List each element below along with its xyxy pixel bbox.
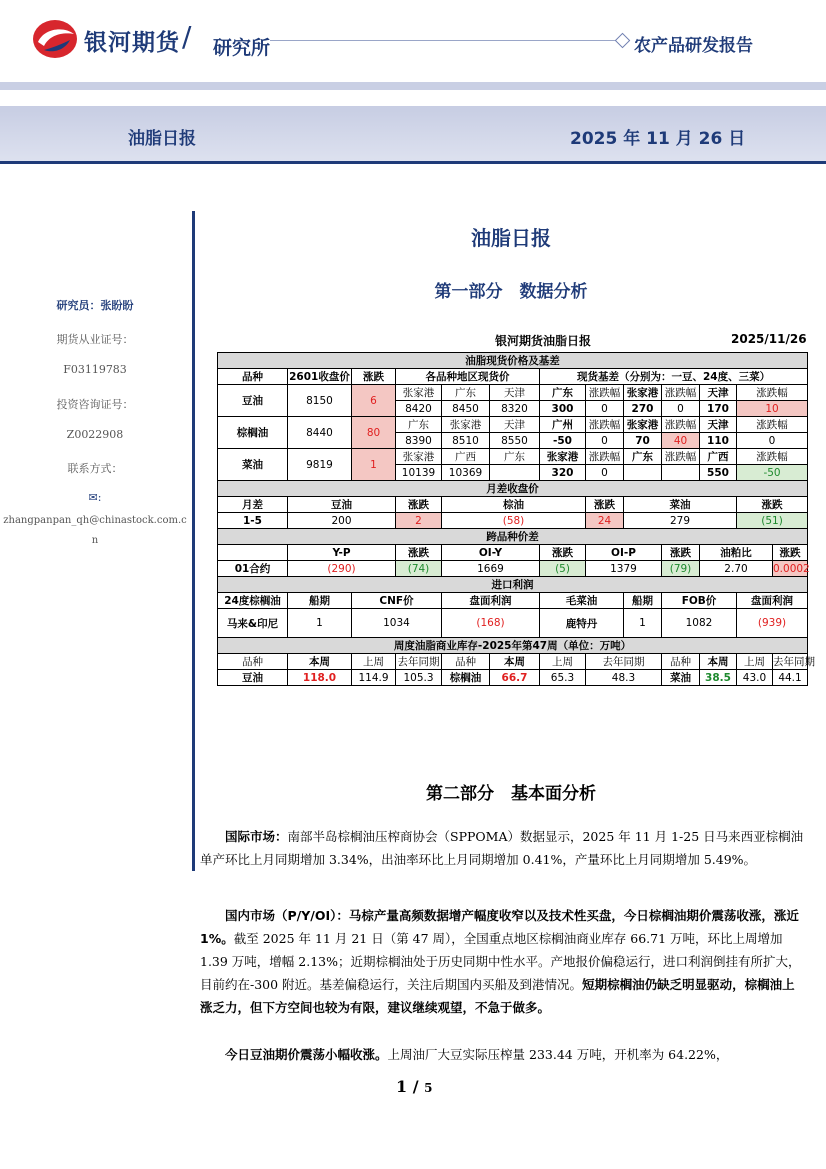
region: 广东 (442, 385, 490, 401)
col-header: 盘面利润 (442, 593, 540, 609)
region: 天津 (490, 417, 540, 433)
header-band (0, 82, 826, 90)
basis-label: 涨跌幅 (586, 449, 624, 465)
basis-value (624, 465, 662, 481)
basis-label: 涨跌幅 (737, 417, 808, 433)
cell: 114.9 (352, 670, 396, 686)
spot-price: 8320 (490, 401, 540, 417)
basis-change: 10 (737, 401, 808, 417)
col-header: 月差 (218, 497, 288, 513)
spot-price: 10369 (442, 465, 490, 481)
brand-name: 银河期货 (84, 30, 180, 56)
row-label: 豆油 (218, 670, 288, 686)
row-label: 01合约 (218, 561, 288, 577)
col-header: 本周 (490, 654, 540, 670)
paragraph-soyoil: 今日豆油期价震荡小幅收涨。上周油厂大豆实际压榨量 233.44 万吨，开机率为 64.22%， (225, 1047, 729, 1062)
region: 张家港 (396, 385, 442, 401)
researcher-name: 研究员：张盼盼 (56, 299, 134, 312)
cell: 1379 (586, 561, 662, 577)
email-row: ✉: (88, 491, 102, 504)
col-header: 品种 (218, 369, 288, 385)
envelope-icon: ✉ (88, 491, 98, 504)
email-address-cont[interactable]: n (91, 535, 99, 546)
basis-value: 70 (624, 433, 662, 449)
col-header: 各品种地区现货价 (396, 369, 540, 385)
oil-data-table (217, 352, 815, 686)
basis-change: 0 (586, 465, 624, 481)
col-header: 油粕比 (700, 545, 773, 561)
cell: 24 (586, 513, 624, 529)
row-label: 棕榈油 (442, 670, 490, 686)
cell: 66.7 (490, 670, 540, 686)
col-header: OI-Y (442, 545, 540, 561)
variety-name: 棕榈油 (218, 417, 288, 449)
col-header: 现货基差（分别为：一豆、24度、三菜） (540, 369, 808, 385)
col-header: 上周 (737, 654, 773, 670)
col-header: CNF价 (352, 593, 442, 609)
col-header: 本周 (700, 654, 737, 670)
cell: 38.5 (700, 670, 737, 686)
basis-label: 涨跌幅 (737, 385, 808, 401)
section-cross-title: 跨品种价差 (218, 529, 808, 545)
cell: (5) (540, 561, 586, 577)
col-header: 菜油 (624, 497, 737, 513)
col-header: 品种 (218, 654, 288, 670)
region: 张家港 (442, 417, 490, 433)
spot-price: 8390 (396, 433, 442, 449)
basis-change (662, 465, 700, 481)
basis-change: 0 (586, 433, 624, 449)
basis-value: 270 (624, 401, 662, 417)
basis-region: 广东 (624, 449, 662, 465)
region: 广西 (442, 449, 490, 465)
cell: (939) (737, 609, 808, 638)
basis-region: 广西 (700, 449, 737, 465)
col-header: 2601收盘价 (288, 369, 352, 385)
col-header: Y-P (288, 545, 396, 561)
part1-heading: 第一部分 数据分析 (434, 282, 588, 302)
col-header: 去年同期 (773, 654, 808, 670)
col-header: 涨跌 (540, 545, 586, 561)
section-import-title: 进口利润 (218, 577, 808, 593)
cell: 2.70 (700, 561, 773, 577)
col-header: 品种 (662, 654, 700, 670)
cell: 1082 (662, 609, 737, 638)
table-date: 2025/11/26 (731, 332, 807, 346)
cell: 1 (624, 609, 662, 638)
cell: (79) (662, 561, 700, 577)
page-number: 1 / 5 (396, 1077, 433, 1096)
institute-name: 研究所 (213, 37, 271, 59)
basis-region: 广州 (540, 417, 586, 433)
price-change: 80 (352, 417, 396, 449)
paragraph-domestic: 国内市场（P/Y/OI）：马棕产量高频数据增产幅度收窄以及技术性买盘，今日棕榈油期价震荡收涨，涨近 1%。截至 2025 年 11 月 21 日（第 47 周），全国重点地区棕榈油商业库存 66.71 万吨，环比上周增加 1.39 万吨，增幅 2.13%；近期棕榈油处于历史同期中性水平。产地报价偏稳运行，进口利润倒挂有所扩大，目前约在-300 附近。基差偏稳运行，关注后期国内买船及到港情况。短期棕榈油仍缺乏明显驱动，棕榈油上涨乏力，但下方空间也较为有限，建议继续观望，不急于做多。 (200, 908, 801, 1015)
section-spot-title: 油脂现货价格及基差 (218, 353, 808, 369)
cell: 2 (396, 513, 442, 529)
cell: 48.3 (586, 670, 662, 686)
cell: (58) (442, 513, 586, 529)
col-header: 毛菜油 (540, 593, 624, 609)
table-title: 银河期货油脂日报 (495, 334, 592, 348)
part2-heading: 第二部分 基本面分析 (426, 784, 596, 804)
cell: 44.1 (773, 670, 808, 686)
cell: 279 (624, 513, 737, 529)
row-label: 菜油 (662, 670, 700, 686)
cell: 1 (288, 609, 352, 638)
close-price: 8440 (288, 417, 352, 449)
email-address[interactable]: zhangpanpan_qh@chinastock.com.c (3, 515, 187, 526)
basis-value: 300 (540, 401, 586, 417)
main-title: 油脂日报 (471, 226, 551, 250)
basis-value: 320 (540, 465, 586, 481)
region: 天津 (490, 385, 540, 401)
col-header (218, 545, 288, 561)
cell: 105.3 (396, 670, 442, 686)
region: 张家港 (396, 449, 442, 465)
region: 广东 (490, 449, 540, 465)
price-change: 6 (352, 385, 396, 417)
cell: 200 (288, 513, 396, 529)
col-header: 涨跌 (396, 497, 442, 513)
col-header: 24度棕榈油 (218, 593, 288, 609)
basis-change: 0 (662, 401, 700, 417)
cell: (51) (737, 513, 808, 529)
col-header: 涨跌 (586, 497, 624, 513)
col-header: 涨跌 (662, 545, 700, 561)
spot-price: 10139 (396, 465, 442, 481)
cell: (74) (396, 561, 442, 577)
data-table (217, 330, 815, 686)
col-header: 去年同期 (396, 654, 442, 670)
col-header: FOB价 (662, 593, 737, 609)
price-change: 1 (352, 449, 396, 481)
basis-label: 涨跌幅 (662, 417, 700, 433)
basis-change: -50 (737, 465, 808, 481)
spot-price: 8420 (396, 401, 442, 417)
cell: 1669 (442, 561, 540, 577)
diamond-icon (615, 33, 631, 49)
basis-label: 涨跌幅 (737, 449, 808, 465)
cell: 65.3 (540, 670, 586, 686)
basis-value: 170 (700, 401, 737, 417)
cell: 1034 (352, 609, 442, 638)
basis-label: 涨跌幅 (586, 385, 624, 401)
col-header: 涨跌 (352, 369, 396, 385)
brand-separator: / (182, 20, 192, 53)
col-header: 去年同期 (586, 654, 662, 670)
col-header: 本周 (288, 654, 352, 670)
spot-price (490, 465, 540, 481)
basis-value: 550 (700, 465, 737, 481)
col-header: 船期 (624, 593, 662, 609)
basis-region: 张家港 (624, 385, 662, 401)
report-date: 2025 年 11 月 26 日 (570, 129, 746, 149)
variety-name: 菜油 (218, 449, 288, 481)
col-header: 船期 (288, 593, 352, 609)
basis-region: 张家港 (540, 449, 586, 465)
cell: 0.0002 (773, 562, 810, 575)
advisory-number: Z0022908 (66, 428, 124, 441)
spot-price: 8550 (490, 433, 540, 449)
col-header: 涨跌 (773, 545, 808, 561)
section-stock-title: 周度油脂商业库存-2025年第47周（单位：万吨） (218, 638, 808, 654)
basis-value: 110 (700, 433, 737, 449)
company-logo (30, 18, 80, 60)
report-title: 油脂日报 (128, 129, 196, 149)
cell: 118.0 (288, 670, 352, 686)
advisory-label: 投资咨询证号： (56, 398, 134, 411)
basis-region: 广东 (540, 385, 586, 401)
license-number: F03119783 (63, 363, 127, 376)
basis-change: 0 (737, 433, 808, 449)
col-header: 涨跌 (396, 545, 442, 561)
basis-region: 天津 (700, 385, 737, 401)
basis-region: 张家港 (624, 417, 662, 433)
basis-value: -50 (540, 433, 586, 449)
col-header: 上周 (352, 654, 396, 670)
spot-price: 8510 (442, 433, 490, 449)
col-header: 盘面利润 (737, 593, 808, 609)
col-header: 棕油 (442, 497, 586, 513)
cell: (290) (288, 561, 396, 577)
region: 广东 (396, 417, 442, 433)
paragraph-international: 国际市场：南部半岛棕榈油压榨商协会（SPPOMA）数据显示，2025 年 11 月 1-25 日马来西亚棕榈油单产环比上月同期增加 3.34%，出油率环比上月同期增加 0.41%，产量环比上月同期增加 5.49%。 (200, 829, 804, 867)
basis-label: 涨跌幅 (662, 385, 700, 401)
cell: 鹿特丹 (540, 609, 624, 638)
close-price: 8150 (288, 385, 352, 417)
col-header: OI-P (586, 545, 662, 561)
basis-change: 0 (586, 401, 624, 417)
report-category: 农产品研发报告 (634, 36, 753, 56)
sidebar-divider (192, 211, 195, 871)
row-label: 1-5 (218, 513, 288, 529)
cell: 43.0 (737, 670, 773, 686)
row-label: 马来&印尼 (218, 609, 288, 638)
cell: (168) (442, 609, 540, 638)
header-rule (270, 40, 618, 41)
contact-label: 联系方式： (67, 462, 123, 475)
col-header: 豆油 (288, 497, 396, 513)
basis-change: 40 (662, 433, 700, 449)
col-header: 品种 (442, 654, 490, 670)
basis-label: 涨跌幅 (662, 449, 700, 465)
license-label: 期货从业证号： (56, 333, 134, 346)
basis-label: 涨跌幅 (586, 417, 624, 433)
spot-price: 8450 (442, 401, 490, 417)
basis-region: 天津 (700, 417, 737, 433)
section-spread-title: 月差收盘价 (218, 481, 808, 497)
col-header: 上周 (540, 654, 586, 670)
variety-name: 豆油 (218, 385, 288, 417)
close-price: 9819 (288, 449, 352, 481)
col-header: 涨跌 (737, 497, 808, 513)
